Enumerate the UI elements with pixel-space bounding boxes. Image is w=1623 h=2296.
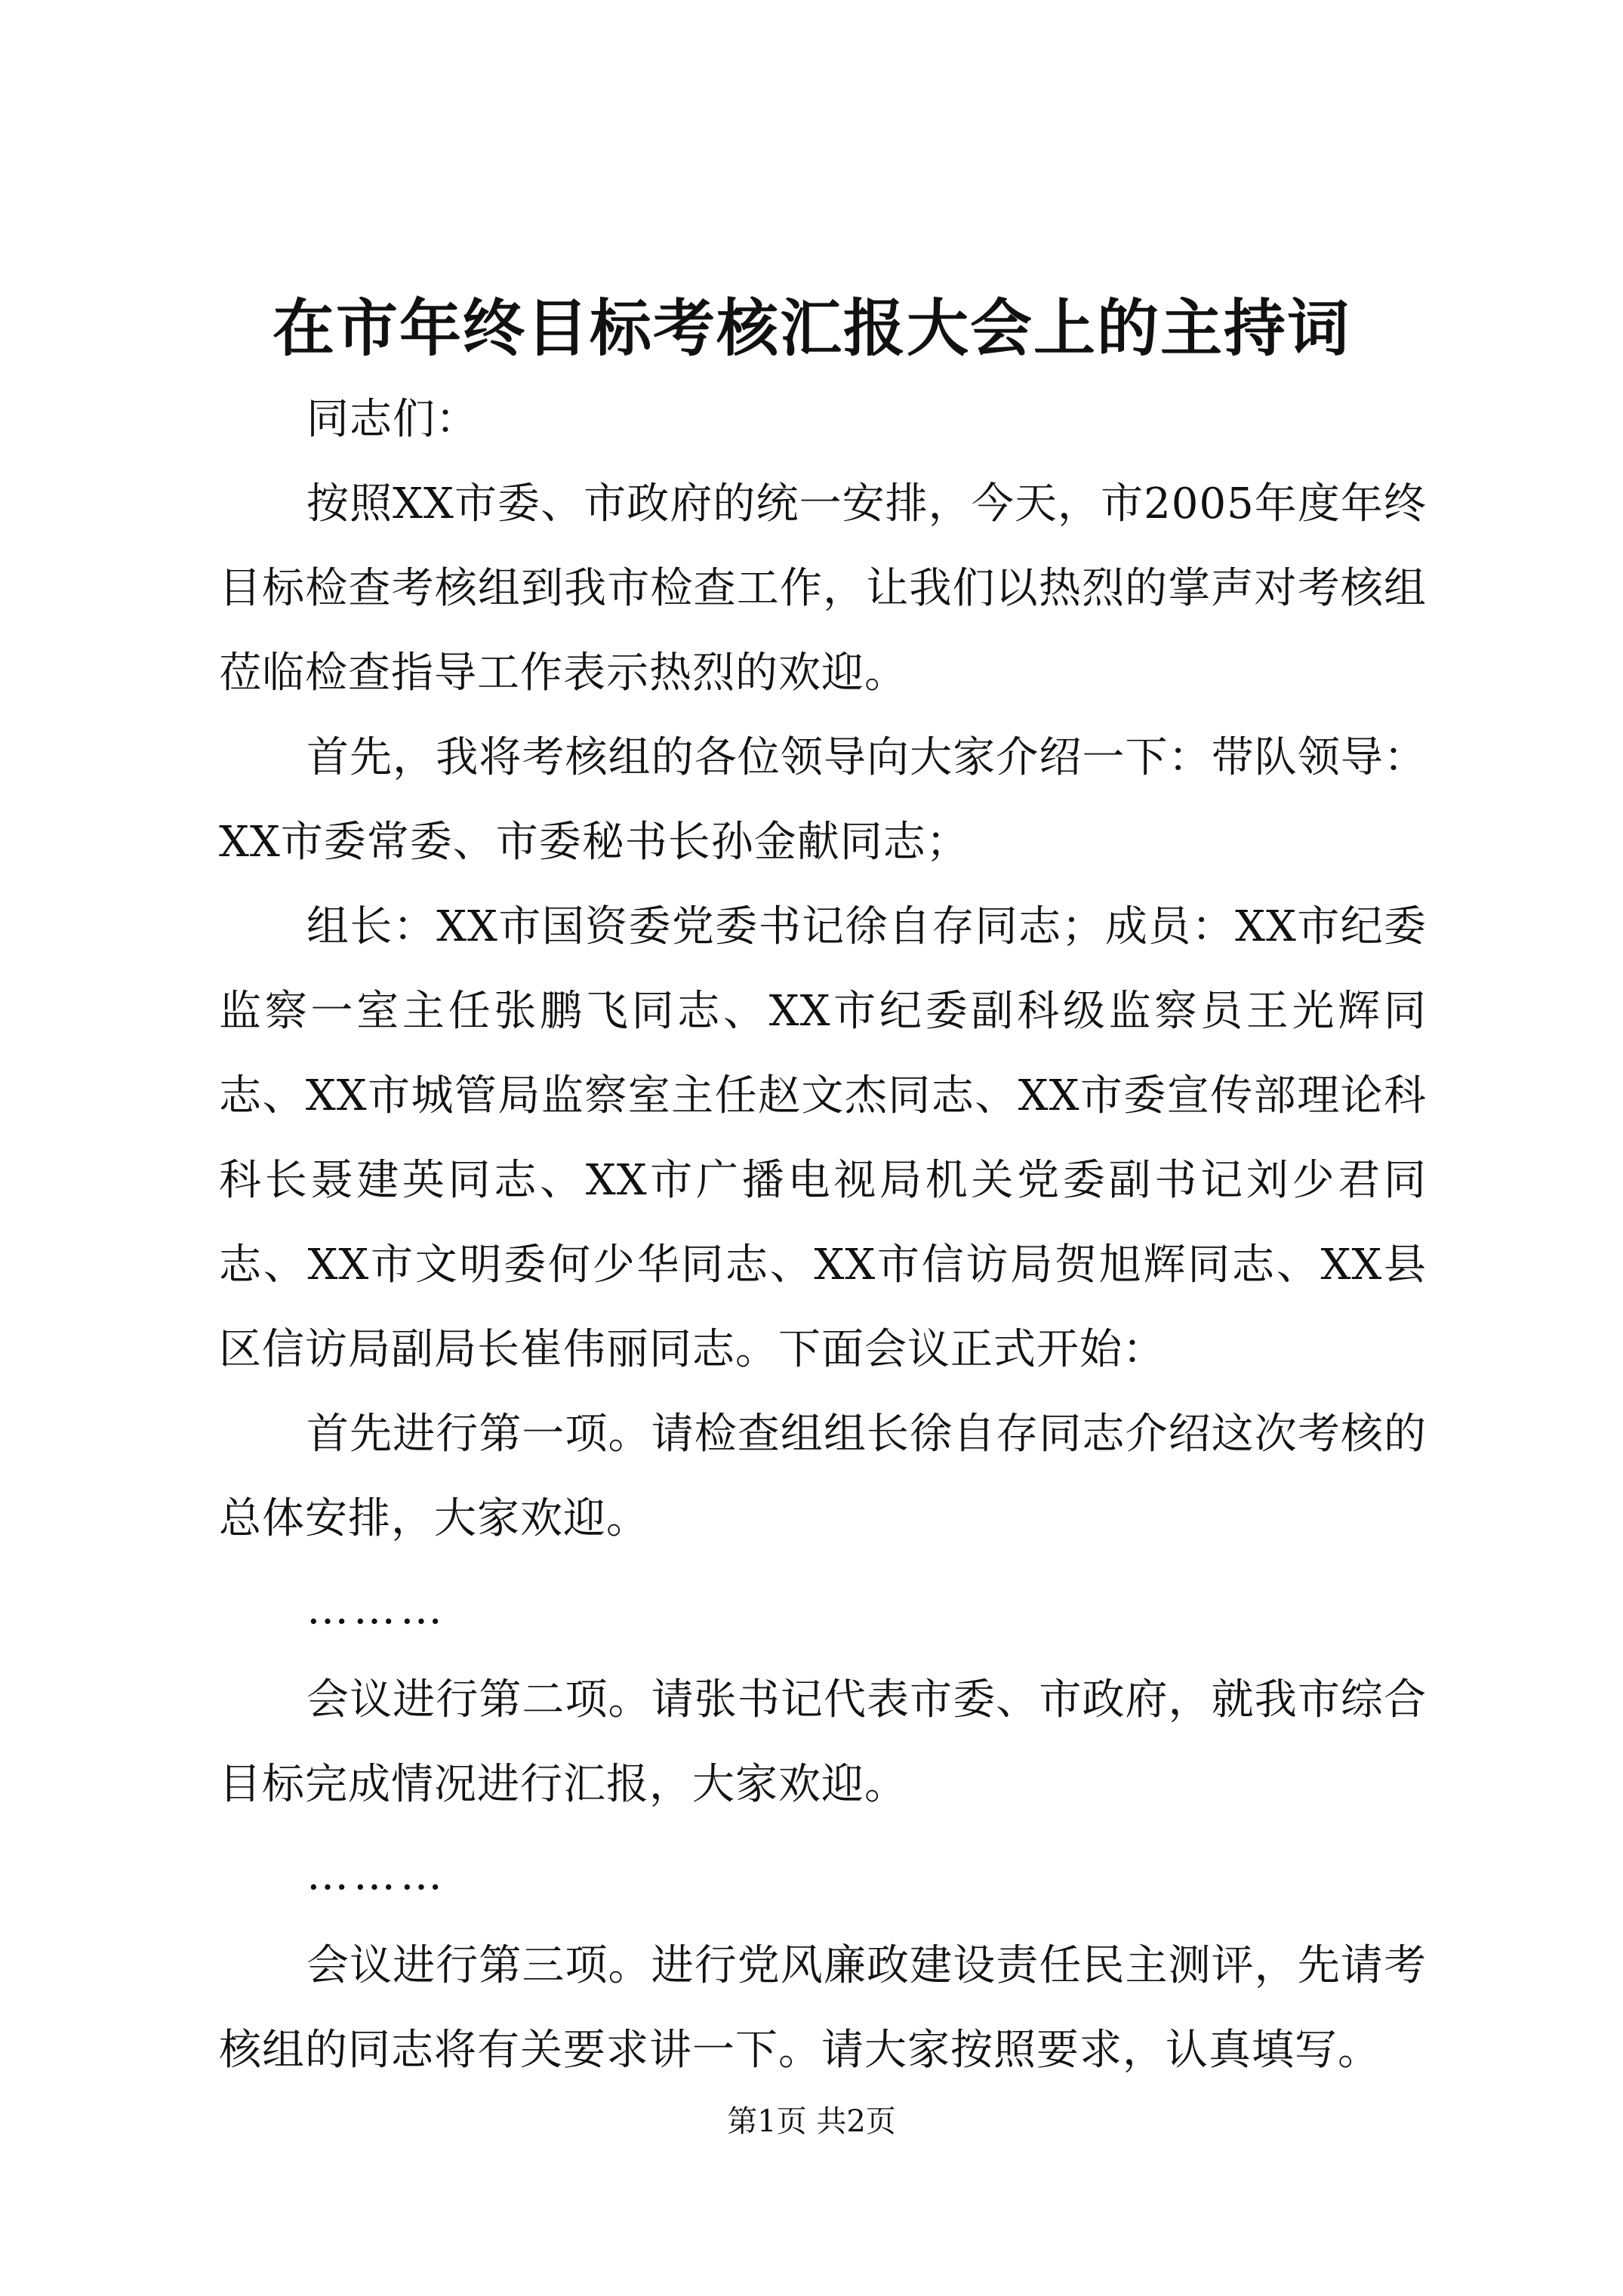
ellipsis-separator: ………	[306, 1585, 447, 1634]
body-paragraph: 首先，我将考核组的各位领导向大家介绍一下：带队领导：XX市委常委、市委秘书长孙金献同志；	[219, 733, 1427, 867]
body-paragraph: 会议进行第三项。进行党风廉政建设责任民主测评，先请考核组的同志将有关要求讲一下。请大家按照要求，认真填写。	[219, 1941, 1427, 2075]
body-paragraph: 会议进行第二项。请张书记代表市委、市政府，就我市综合目标完成情况进行汇报，大家欢迎。	[219, 1675, 1427, 1809]
body-paragraph: 按照XX市委、市政府的统一安排，今天，市2005年度年终目标检查考核组到我市检查工作，让我们以热烈的掌声对考核组莅临检查指导工作表示热烈的欢迎。	[219, 479, 1427, 698]
ellipsis-separator: ………	[306, 1851, 447, 1900]
body-paragraph: 组长：XX市国资委党委书记徐自存同志；成员：XX市纪委监察一室主任张鹏飞同志、XX市纪委副科级监察员王光辉同志、XX市城管局监察室主任赵文杰同志、XX市委宣传部理论科科长聂建英同志、XX市广播电视局机关党委副书记刘少君同志、XX市文明委何少华同志、XX市信访局贺旭辉同志、XX县区信访局副局长崔伟丽同志。下面会议正式开始：	[219, 902, 1427, 1374]
document-body	[219, 378, 1427, 2093]
page-footer: 第1页 共2页	[727, 2104, 896, 2139]
greeting-paragraph: 同志们：	[306, 395, 479, 444]
body-paragraph: 首先进行第一项。请检查组组长徐自存同志介绍这次考核的总体安排，大家欢迎。	[219, 1410, 1427, 1543]
document-title: 在市年终目标考核汇报大会上的主持词	[272, 292, 1350, 365]
